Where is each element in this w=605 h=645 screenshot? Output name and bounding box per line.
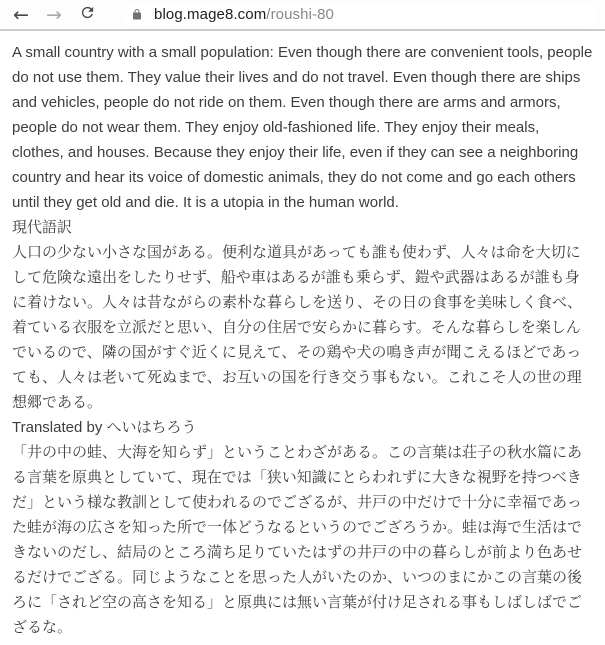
translator-credit: Translated by へいはちろう	[12, 419, 197, 436]
address-bar[interactable]	[121, 3, 597, 26]
lock-icon	[131, 8, 143, 21]
modern-translation-paragraph: 人口の少ない小さな国がある。便利な道具があっても誰も使わず、人々は命を大切にして危険な遠出をしたりせず、船や車はあるが誰も乗らず、鎧や武器はあるが誰も身に着けない。人々は昔ながらの素朴な暮らしを送り、その日の食事を美味しく食べ、着ている衣服を立派だと思い、自分の住居で安らかに暮らす。そんな暮らしを楽しんでいるので、隣の国がすぐ近くに見えて、その鶏や犬の鳴き声が聞こえるほどであっても、人々は老いて死ぬまで、お互いの国を行き交う事もない。これこそ人の世の理想郷である。	[12, 244, 583, 411]
commentary-paragraph: 「井の中の蛙、大海を知らず」ということわざがある。この言葉は荘子の秋水篇にある言葉を原典としていて、現在では「狭い知識にとらわれずに大きな視野を持つべきだ」という様な教訓として使われるのでござるが、井戸の中だけで十分に幸福であった蛙が海の広さを知った所で一体どうなるというのでござろうか。蛙は海で生活はできないのだし、結局のところ満ち足りていたはずの井戸の中の暮らしが前より色あせるだけでござる。同じようなことを思った人がいたのか、いつのまにかこの言葉の後ろに「されど空の高さを知る」と原典には無い言葉が付け足される事もしばしばでござるな。	[12, 444, 583, 636]
english-translation-paragraph: A small country with a small population: Even though there are convenient tools, people do not use them. They value their lives and do not travel. Even though there are ships and vehicles, people do not ride on them. Even though there are arms and armors, people do not wear them. They enjoy old-fashioned life. They enjoy their meals, clothes, and houses. Because they enjoy their life, even if they can see a neighboring country and hear its voice of domestic animals, they do not come and go each others until they get old and die. It is a utopia in the human world.	[12, 44, 593, 211]
back-button[interactable]: ←	[8, 2, 34, 28]
browser-toolbar	[0, 0, 605, 31]
modern-translation-heading: 現代語訳	[12, 219, 73, 236]
blog-article	[0, 31, 605, 640]
url-text	[154, 6, 334, 23]
url-path: /roushi-80	[266, 6, 334, 23]
url-host: blog.mage8.com	[154, 6, 267, 23]
reload-icon	[79, 2, 96, 28]
forward-button[interactable]: →	[41, 2, 67, 28]
reload-button[interactable]	[74, 2, 100, 28]
